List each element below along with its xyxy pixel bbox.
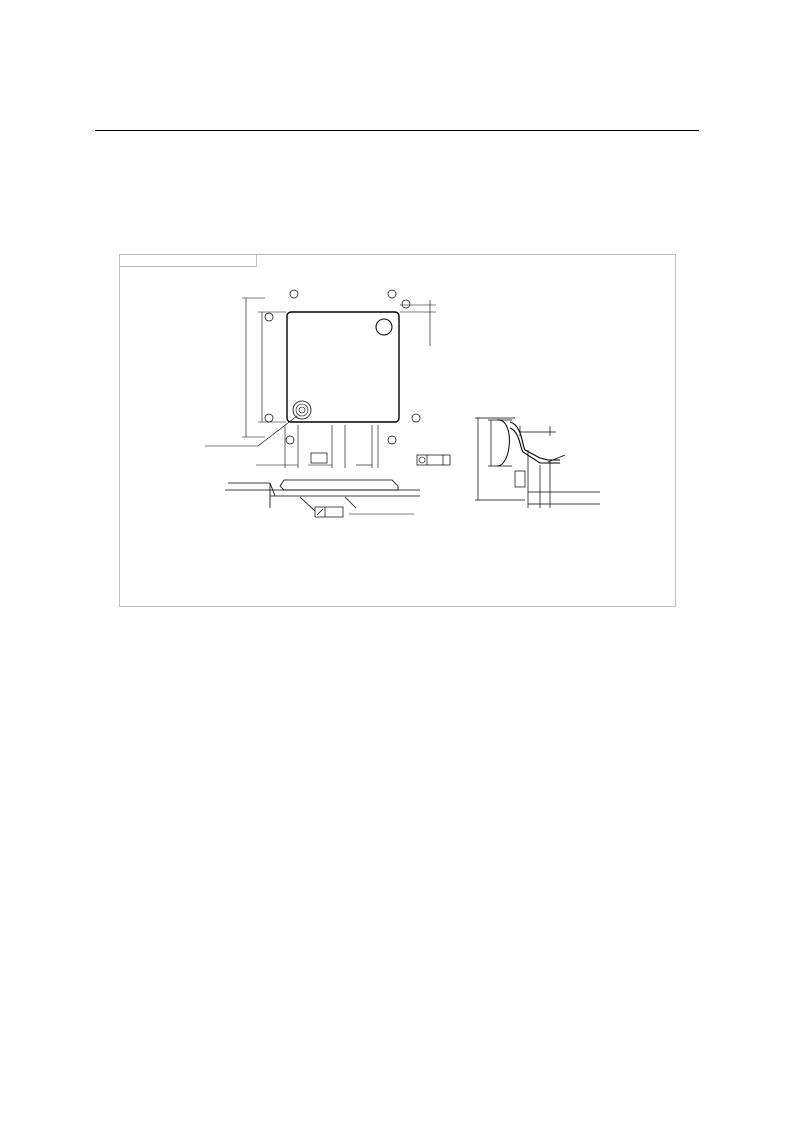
position-tolerance-frame (417, 455, 450, 465)
detail-view (475, 418, 600, 508)
flatness-frame (315, 507, 343, 517)
package-body (287, 312, 399, 422)
